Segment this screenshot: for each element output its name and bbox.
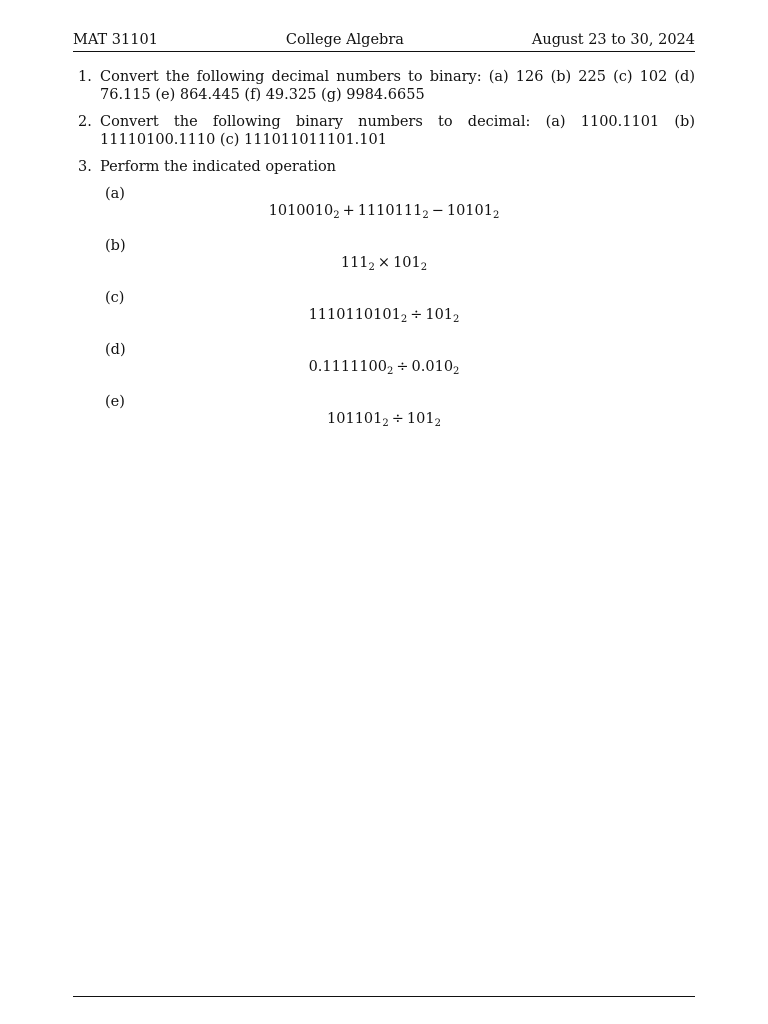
subpart-b (100, 237, 695, 289)
operand: 0.010 (411, 359, 454, 375)
base-subscript: 2 (492, 210, 500, 221)
problem-text: Convert the following decimal numbers to binary: (a) 126 (b) 225 (c) 102 (d) 76.115 (e) 864.445 (f) 49.325 (g) 9984.6655 (100, 69, 695, 103)
subpart-d (100, 341, 695, 393)
course-code: MAT 31101 (73, 32, 158, 48)
subpart-label: (c) (105, 290, 125, 306)
course-title: College Algebra (285, 32, 404, 48)
assignment-dates: August 23 to 30, 2024 (531, 32, 695, 48)
problem-number: 1. (78, 69, 92, 85)
operand: 0.1111100 (308, 359, 387, 375)
operand: 10101 (446, 203, 493, 219)
base-subscript: 2 (400, 314, 408, 325)
base-subscript: 2 (422, 210, 429, 221)
plus-operator: + (342, 203, 355, 219)
operand: 1110110101 (308, 307, 401, 323)
problem-text: Perform the indicated operation (100, 159, 337, 175)
equation (73, 358, 695, 376)
divide-operator: ÷ (396, 359, 409, 375)
base-subscript: 2 (333, 210, 340, 221)
base-subscript: 2 (368, 262, 375, 273)
subpart-a (100, 185, 695, 237)
problem-3 (73, 158, 695, 445)
problem-1 (73, 68, 695, 104)
subpart-label: (a) (105, 186, 125, 202)
base-subscript: 2 (434, 418, 441, 429)
problem-2 (73, 113, 695, 149)
minus-operator: − (431, 203, 444, 219)
operand: 1010010 (268, 203, 334, 219)
subpart-e (100, 393, 695, 445)
problem-number: 3. (78, 159, 92, 175)
times-operator: × (377, 255, 391, 271)
base-subscript: 2 (453, 314, 460, 325)
problem-text: Convert the following binary numbers to decimal: (a) 1100.1101 (b) 11110100.1110 (c) 111011011101.101 (100, 114, 695, 148)
divide-operator: ÷ (391, 411, 404, 427)
equation (73, 202, 695, 220)
operand: 101 (406, 411, 435, 427)
equation (73, 306, 695, 324)
subpart-label: (d) (105, 342, 126, 358)
problem-list (73, 68, 695, 454)
page-header (73, 31, 695, 52)
operand: 101 (393, 255, 421, 271)
subpart-label: (b) (105, 238, 126, 254)
subpart-label: (e) (105, 394, 125, 410)
operand: 101 (425, 307, 454, 323)
operand: 111 (340, 255, 369, 271)
operand: 101101 (327, 411, 383, 427)
base-subscript: 2 (453, 366, 460, 377)
base-subscript: 2 (387, 366, 394, 377)
divide-operator: ÷ (410, 307, 423, 323)
equation (73, 410, 695, 428)
equation (73, 254, 695, 272)
base-subscript: 2 (382, 418, 389, 429)
subpart-list (100, 185, 695, 445)
base-subscript: 2 (420, 262, 428, 273)
footer-rule (73, 996, 695, 997)
operand: 1110111 (357, 203, 423, 219)
subpart-c (100, 289, 695, 341)
problem-number: 2. (78, 114, 92, 130)
